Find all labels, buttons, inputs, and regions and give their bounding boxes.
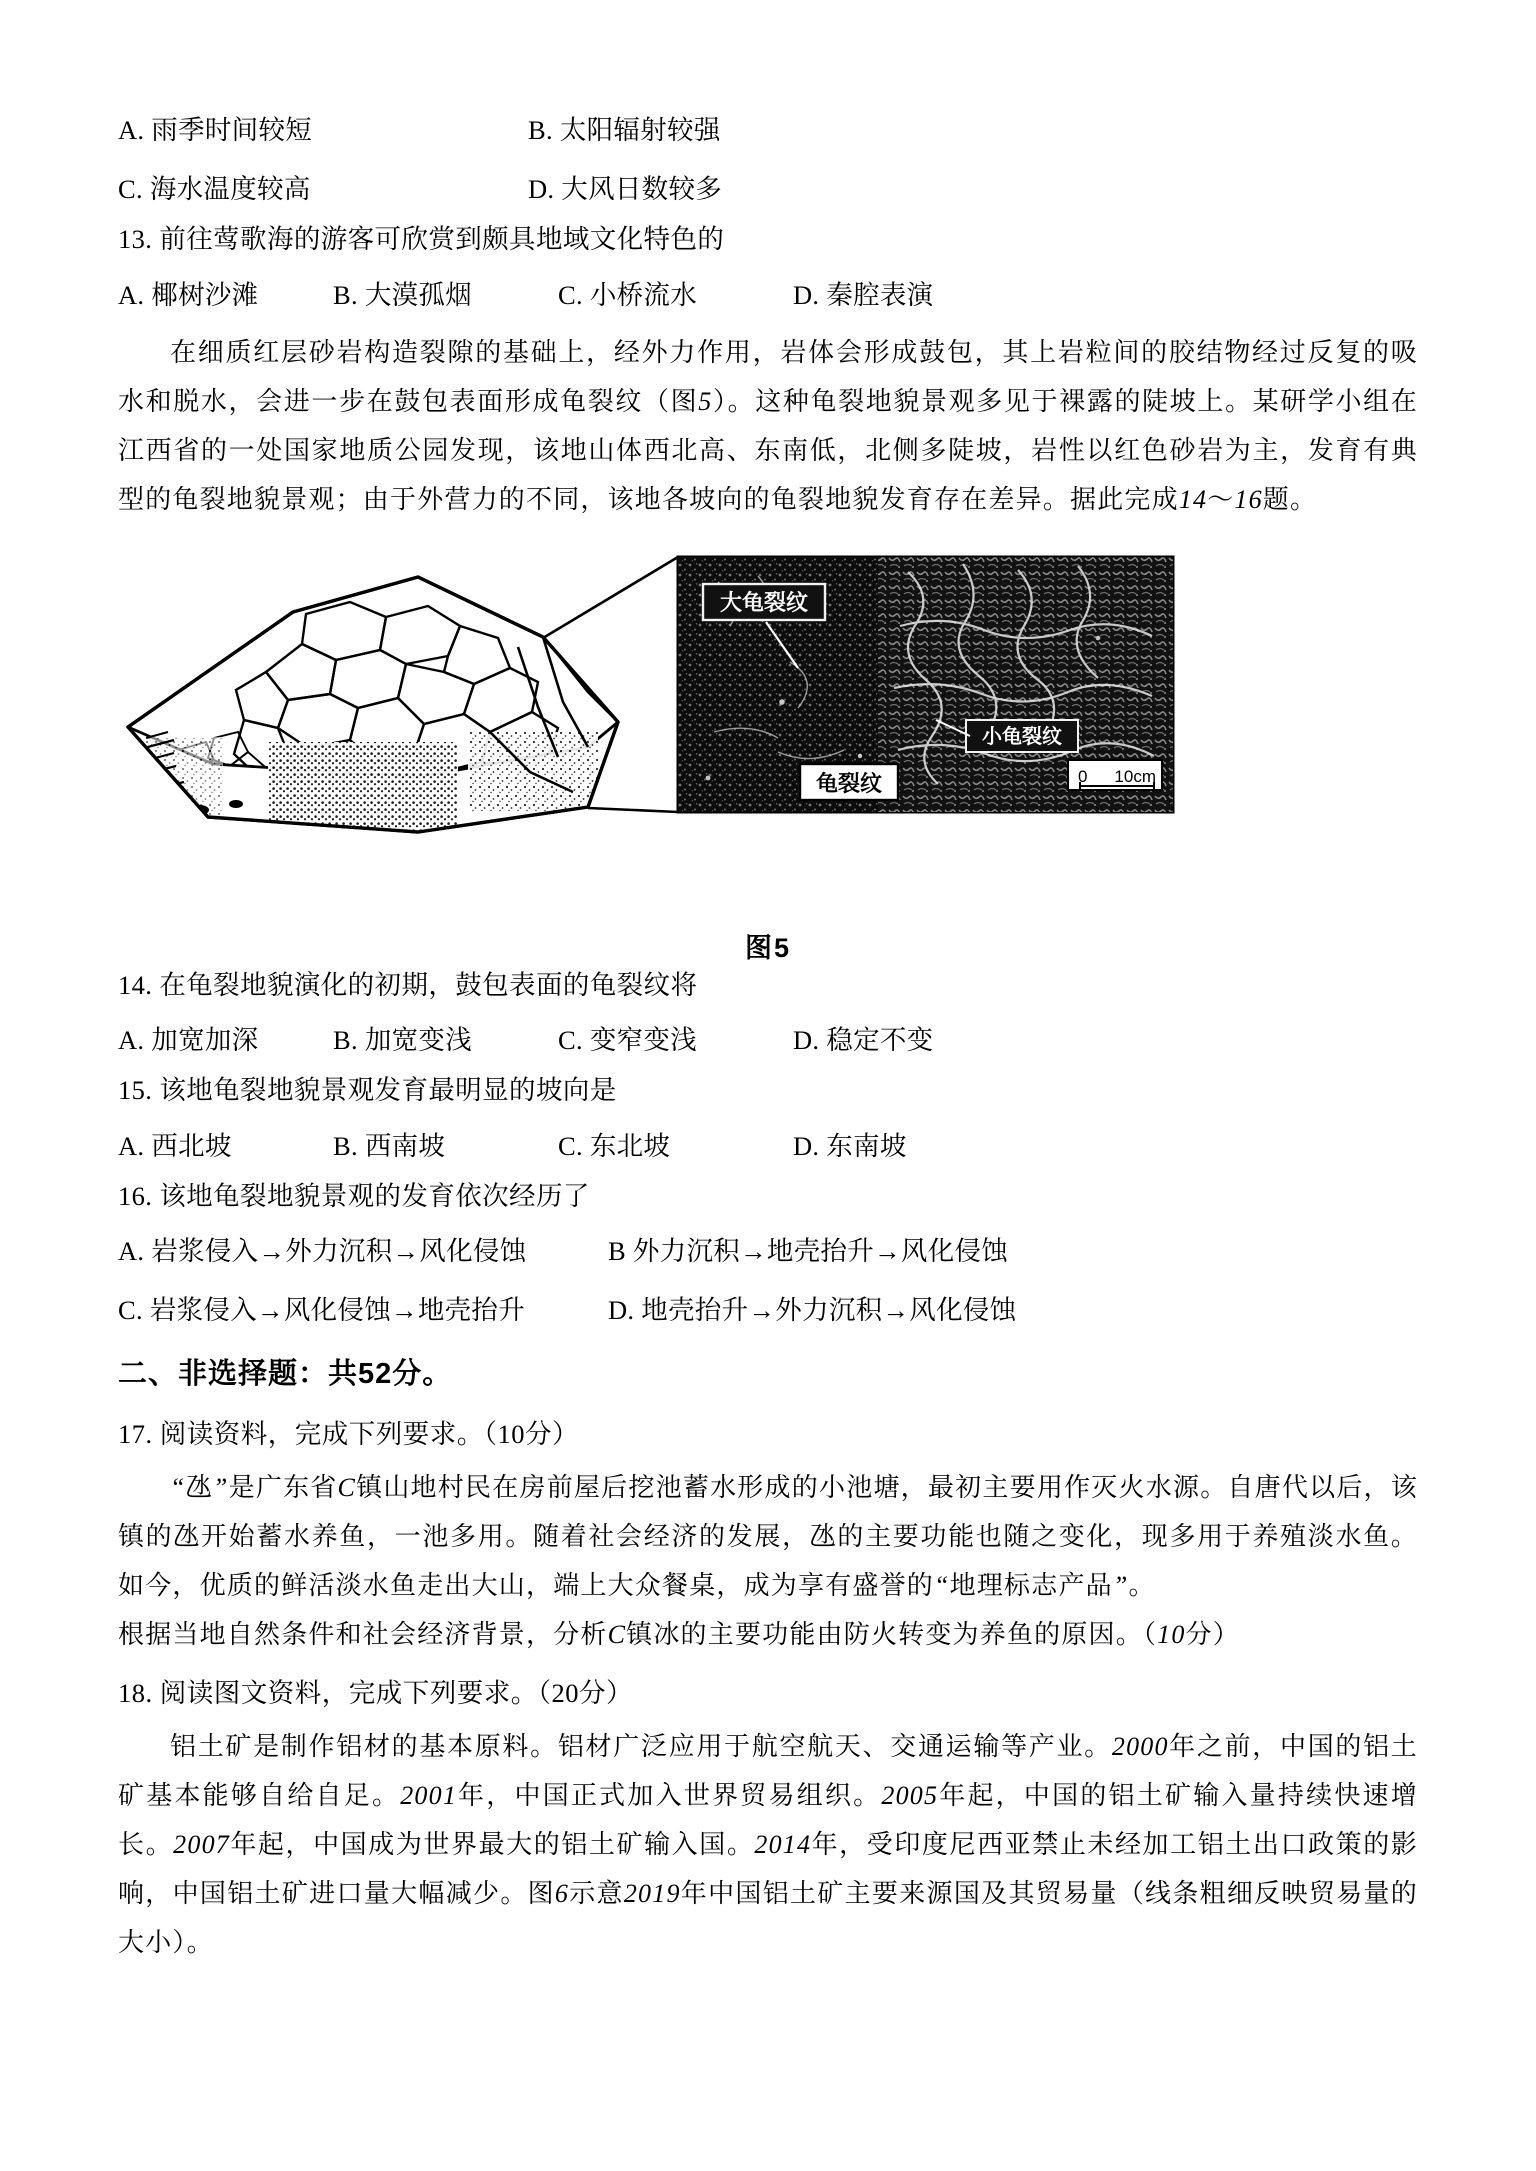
q15-option-a[interactable]: A. 西北坡 [118, 1130, 232, 1161]
q12-option-row-1 [118, 108, 1418, 147]
q14-option-c[interactable]: C. 变窄变浅 [558, 1025, 698, 1055]
q15-option-c[interactable]: C. 东北坡 [558, 1130, 671, 1161]
figure-5 [118, 542, 1418, 972]
photo-label-crack-pattern-text: 龟裂纹 [815, 770, 883, 796]
q16-option-a[interactable]: A. 岩浆侵入→外力沉积→风化侵蚀 [118, 1236, 527, 1266]
q18-material: 铝土矿是制作铝材的基本原料。铝材广泛应用于航空航天、交通运输等产业。2000年之前，中国的铝土矿基本能够自给自足。2001年，中国正式加入世界贸易组织。2005年起，中国的铝土矿输入量持续快速增长。2007年起，中国成为世界最大的铝土矿输入国。2014年，受印度尼西亚禁止未经加工铝土出口政策的影响，中国铝土矿进口量大幅减少。图6示意2019年中国铝土矿主要来源国及其贸易量（线条粗细反映贸易量的大小）。 [118, 1732, 1418, 1957]
page-content [118, 108, 1418, 1967]
q15-option-b[interactable]: B. 西南坡 [333, 1130, 446, 1161]
q12-option-a[interactable]: A. 雨季时间较短 [118, 115, 313, 145]
q16-option-row-2 [118, 1288, 1418, 1327]
q13-option-a[interactable]: A. 椰树沙滩 [118, 279, 259, 310]
q14-option-b[interactable]: B. 加宽变浅 [333, 1025, 473, 1055]
q12-option-c[interactable]: C. 海水温度较高 [118, 174, 311, 204]
photo-label-small-crack-text: 小龟裂纹 [982, 725, 1062, 748]
photo-label-small-crack [966, 720, 1078, 752]
q18-stem: 18. 阅读图文资料，完成下列要求。（20分） [118, 1678, 633, 1708]
q16-option-row-1 [118, 1229, 1418, 1268]
q13-option-c[interactable]: C. 小桥流水 [558, 279, 698, 310]
q15-option-d[interactable]: D. 东南坡 [793, 1130, 907, 1161]
photo-label-big-crack [703, 584, 825, 620]
q17-requirement: 根据当地自然条件和社会经济背景，分析C镇冰的主要功能由防火转变为养鱼的原因。（10分） [118, 1620, 1240, 1649]
q12-option-d[interactable]: D. 大风日数较多 [528, 174, 723, 204]
scale-bar-value: 10cm [1114, 766, 1156, 786]
photo-label-big-crack-text: 大龟裂纹 [719, 589, 809, 615]
q14-option-row [118, 1018, 1418, 1057]
figure-5-graphic [118, 542, 1418, 942]
q15-stem: 15. 该地龟裂地貌景观发育最明显的坡向是 [118, 1075, 617, 1105]
q17-material: “氹”是广东省C镇山地村民在房前屋后挖池蓄水形成的小池塘，最初主要用作灭火水源。自唐代以后，该镇的氹开始蓄水养鱼，一池多用。随着社会经济的发展，氹的主要功能也随之变化，现多用于养殖淡水鱼。如今，优质的鲜活淡水鱼走出大山，端上大众餐桌，成为享有盛誉的“地理标志产品”。 [118, 1473, 1418, 1600]
q12-option-b[interactable]: B. 太阳辐射较强 [528, 115, 721, 145]
q13-stem: 13. 前往莺歌海的游客可欣赏到颇具地域文化特色的 [118, 224, 725, 254]
q13-option-row [118, 273, 1418, 312]
q15-option-row [118, 1124, 1418, 1163]
rock-block-illustration [128, 577, 618, 837]
q13-option-b[interactable]: B. 大漠孤烟 [333, 279, 473, 310]
photo-scale-bar [1068, 760, 1162, 790]
material-14-16: 在细质红层砂岩构造裂隙的基础上，经外力作用，岩体会形成鼓包，其上岩粒间的胶结物经过反复的吸水和脱水，会进一步在鼓包表面形成龟裂纹（图5）。这种龟裂地貌景观多见于裸露的陡坡上。某研学小组在江西省的一处国家地质公园发现，该地山体西北高、东南低，北侧多陡坡，岩性以红色砂岩为主，发育有典型的龟裂地貌景观；由于外营力的不同，该地各坡向的龟裂地貌发育存在差异。据此完成14～16题。 [118, 337, 1418, 514]
q16-stem: 16. 该地龟裂地貌景观的发育依次经历了 [118, 1180, 590, 1211]
photo-label-crack-pattern [800, 764, 898, 800]
q16-option-d[interactable]: D. 地壳抬升→外力沉积→风化侵蚀 [608, 1295, 1017, 1325]
q12-option-row-2 [118, 167, 1418, 206]
q14-option-d[interactable]: D. 稳定不变 [793, 1025, 934, 1055]
q14-stem: 14. 在龟裂地貌演化的初期，鼓包表面的龟裂纹将 [118, 969, 698, 1000]
scale-bar-zero: 0 [1078, 766, 1088, 786]
field-photograph [678, 557, 1173, 812]
q14-option-a[interactable]: A. 加宽加深 [118, 1025, 259, 1055]
q17-stem: 17. 阅读资料，完成下列要求。（10分） [118, 1419, 579, 1449]
q16-option-c[interactable]: C. 岩浆侵入→风化侵蚀→地壳抬升 [118, 1295, 526, 1325]
q16-option-b[interactable]: B 外力沉积→地壳抬升→风化侵蚀 [608, 1236, 1009, 1266]
figure-5-caption: 图5 [744, 932, 792, 963]
q13-option-d[interactable]: D. 秦腔表演 [793, 279, 934, 310]
section-2-heading: 二、非选择题：共52分。 [118, 1358, 453, 1390]
